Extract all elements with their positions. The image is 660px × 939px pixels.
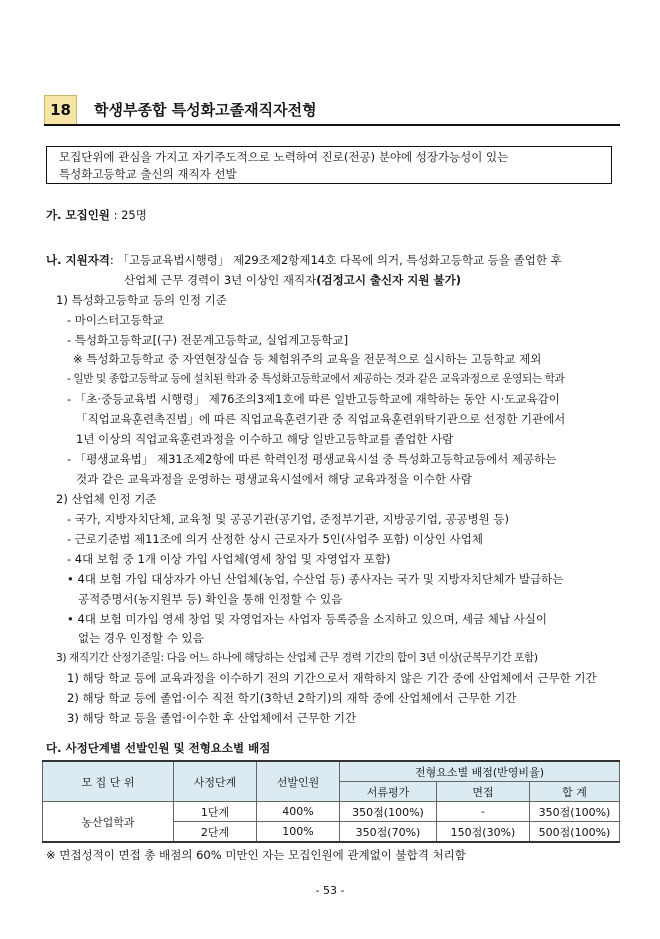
intro-line: 특성화고등학교 출신의 재직자 선발 xyxy=(59,167,237,181)
eligibility-line2: 산업체 근무 경력이 3년 이상인 재직자(검정고시 출신자 지원 불가) xyxy=(124,273,461,287)
table-row xyxy=(43,802,620,822)
criteria-line: 것과 같은 교육과정을 운영하는 평생교육시설에서 해당 교육과정을 이수한 사람 xyxy=(76,472,472,486)
total-cell: 500점(100%) xyxy=(530,822,620,843)
th-selection: 선발인원 xyxy=(257,761,340,802)
criteria-line: • 4대 보험 가입 대상자가 아닌 산업체(농업, 수산업 등) 종사자는 국가 및 지방자치단체가 발급하는 xyxy=(67,572,564,586)
criteria-line: 「직업교육훈련촉진법」에 따른 직업교육훈련기관 중 직업교육훈련위탁기관으로 선정한 기관에서 xyxy=(76,412,566,426)
th-stage: 사정단계 xyxy=(174,761,257,802)
selection-cell: 400% xyxy=(257,802,340,822)
footnote: ※ 면접성적이 면접 총 배점의 60% 미만인 자는 모집인원에 관계없이 불합격 처리함 xyxy=(46,848,466,862)
criteria-line: 1) 특성화고등학교 등의 인정 기준 xyxy=(56,293,227,307)
criteria-line: - 4대 보험 중 1개 이상 가입 사업체(영세 창업 및 자영업자 포함) xyxy=(67,552,391,566)
section-title: 학생부종합 특성화고졸재직자전형 xyxy=(94,101,317,119)
unit-cell: 농산업학과 xyxy=(43,802,174,843)
criteria-line: - 일반 및 종합고등학교 등에 설치된 학과 중 특성화고등학교에서 제공하는 것과 같은 교육과정으로 운영되는 학과 xyxy=(67,373,565,385)
criteria-line: - 「평생교육법」 제31조제2항에 따른 학력인정 평생교육시설 중 특성화고등학교등에서 제공하는 xyxy=(67,452,557,466)
criteria-line: • 4대 보험 미가입 영세 창업 및 자영업자는 사업자 등록증을 소지하고 있으며, 세금 체납 사실이 xyxy=(67,612,547,626)
th-group: 전형요소별 배점(반영비율) xyxy=(340,761,620,782)
stage-cell: 1단계 xyxy=(174,802,257,822)
criteria-line: - 「초·중등교육법 시행령」 제76조의3제1호에 따른 일반고등학교에 재학하는 동안 시·도교육감이 xyxy=(67,392,560,406)
criteria-line: ※ 특성화고등학교 중 자연현장실습 등 체험위주의 교육을 전문적으로 실시하는 고등학교 제외 xyxy=(73,352,542,366)
score-table xyxy=(42,760,620,843)
page-number: - 53 - xyxy=(315,884,345,897)
criteria-line: 3) 해당 학교 등을 졸업·이수한 후 산업체에서 근무한 기간 xyxy=(67,711,357,725)
criteria-line: 공적증명서(농지원부 등) 확인을 통해 인정할 수 있음 xyxy=(78,592,343,606)
recruit-count: 가. 모집인원 : 25명 xyxy=(46,208,147,222)
document-cell: 350점(70%) xyxy=(340,822,437,843)
criteria-line: 3) 재직기간 산정기준일: 다음 어느 하나에 해당하는 산업체 근무 경력 기간의 합이 3년 이상(군복무기간 포함) xyxy=(56,652,538,664)
th-interview: 면접 xyxy=(437,782,530,802)
selection-cell: 100% xyxy=(257,822,340,843)
interview-cell: - xyxy=(437,802,530,822)
intro-line: 모집단위에 관심을 가지고 자기주도적으로 노력하여 진로(전공) 분야에 성장가능성이 있는 xyxy=(59,150,509,164)
section-number: 18 xyxy=(44,95,77,125)
criteria-line: - 마이스터고등학교 xyxy=(67,313,164,327)
th-document: 서류평가 xyxy=(340,782,437,802)
criteria-line: - 근로기준법 제11조에 의거 산정한 상시 근로자가 5인(사업주 포함) 이상인 사업체 xyxy=(67,532,484,546)
document-cell: 350점(100%) xyxy=(340,802,437,822)
eligibility-line1: 나. 지원자격: 「고등교육법시행령」 제29조제2항제14호 다목에 의거, 특성화고등학교 등을 졸업한 후 xyxy=(46,253,562,267)
criteria-line: 2) 해당 학교 등에 졸업·이수 직전 학기(3학년 2학기)의 재학 중에 산업체에서 근무한 기간 xyxy=(67,691,517,705)
header-rule xyxy=(44,124,620,126)
th-unit: 모 집 단 위 xyxy=(43,761,174,802)
intro-box xyxy=(46,146,612,184)
criteria-line: 2) 산업체 인정 기준 xyxy=(56,492,157,506)
criteria-line: - 국가, 지방자치단체, 교육청 및 공공기관(공기업, 준정부기관, 지방공기업, 공공병원 등) xyxy=(67,512,510,526)
section-header xyxy=(44,95,620,125)
stage-cell: 2단계 xyxy=(174,822,257,843)
total-cell: 350점(100%) xyxy=(530,802,620,822)
criteria-line: - 특성화고등학교[(구) 전문계고등학교, 실업계고등학교] xyxy=(67,333,349,347)
criteria-line: 1) 해당 학교 등에 교육과정을 이수하기 전의 기간으로서 재학하지 않은 기간 중에 산업체에서 근무한 기간 xyxy=(67,671,597,685)
criteria-line: 1년 이상의 직업교육훈련과정을 이수하고 해당 일반고등학교를 졸업한 사람 xyxy=(76,432,454,446)
th-total: 합 계 xyxy=(530,782,620,802)
table-heading: 다. 사정단계별 선발인원 및 전형요소별 배점 xyxy=(46,741,271,755)
criteria-line: 없는 경우 인정할 수 있음 xyxy=(78,631,204,645)
interview-cell: 150점(30%) xyxy=(437,822,530,843)
